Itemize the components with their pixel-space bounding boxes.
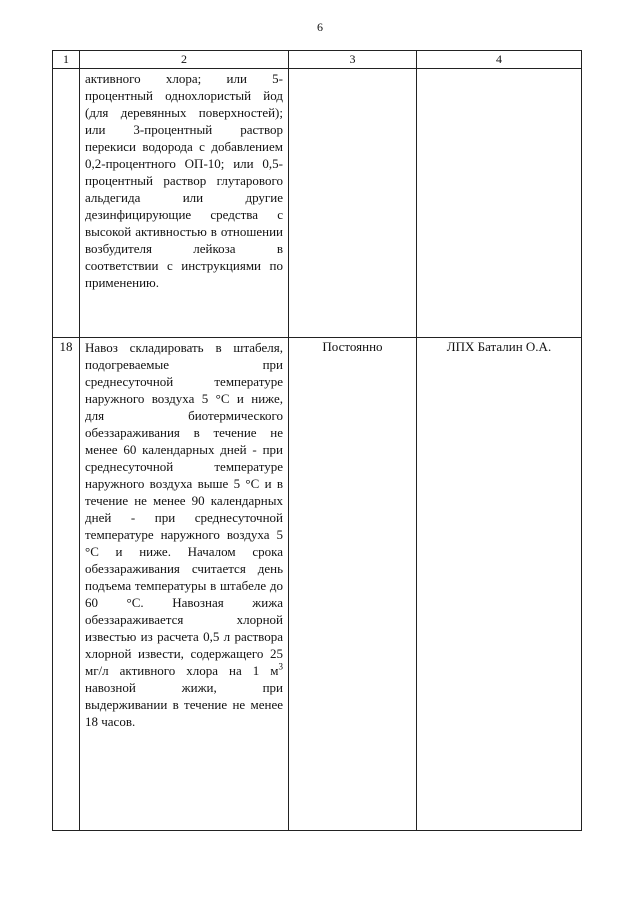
term-cell (289, 69, 417, 338)
measure-text-content: активного хлора; или 5-процентный однохлористый йод (для деревянных поверхностей); или 3-процентный раствор перекиси водорода с добавлением 0,2-процентного ОП-10; или 0,5-процентный раствор глутарового альдегида или другие дезинфицирующие средства с высокой активностью в отношении возбудителя лейкоза в соответствии с инструкциями по применению. (85, 71, 283, 290)
measure-text (80, 69, 289, 338)
measures-table (52, 50, 582, 831)
cubic-superscript: 3 (278, 661, 283, 672)
header-row (53, 51, 582, 69)
responsible-cell: ЛПХ Баталин О.А. (417, 338, 582, 831)
measure-text-part-2: навозной жижи, при выдерживании в течение не менее 18 часов. (85, 680, 283, 729)
table-row-18 (53, 338, 582, 831)
header-col-1: 1 (53, 51, 80, 69)
header-col-2: 2 (80, 51, 289, 69)
measure-text-content (85, 338, 283, 730)
header-col-3: 3 (289, 51, 417, 69)
measure-text (80, 338, 289, 831)
table-row-continued (53, 69, 582, 338)
responsible-cell (417, 69, 582, 338)
header-col-4: 4 (417, 51, 582, 69)
term-cell: Постоянно (289, 338, 417, 831)
page-number: 6 (317, 20, 323, 34)
row-number: 18 (53, 338, 80, 831)
measure-text-part-1: Навоз складировать в штабеля, подогреваемые при среднесуточной температуре наружного воздуха 5 °С и ниже, для биотермического обеззараживания в течение не менее 60 календарных дней - при среднесуточной температуре наружного воздуха выше 5 °С и в течение не менее 90 календарных дней - при среднесуточной температуре наружного воздуха 5 °С и ниже. Началом срока обеззараживания считается день подъема температуры в штабеле до 60 °С. Навозная жижа обеззараживается хлорной известью из расчета 0,5 л раствора хлорной извести, содержащего 25 мг/л активного хлора на 1 м (85, 340, 283, 678)
row-number (53, 69, 80, 338)
